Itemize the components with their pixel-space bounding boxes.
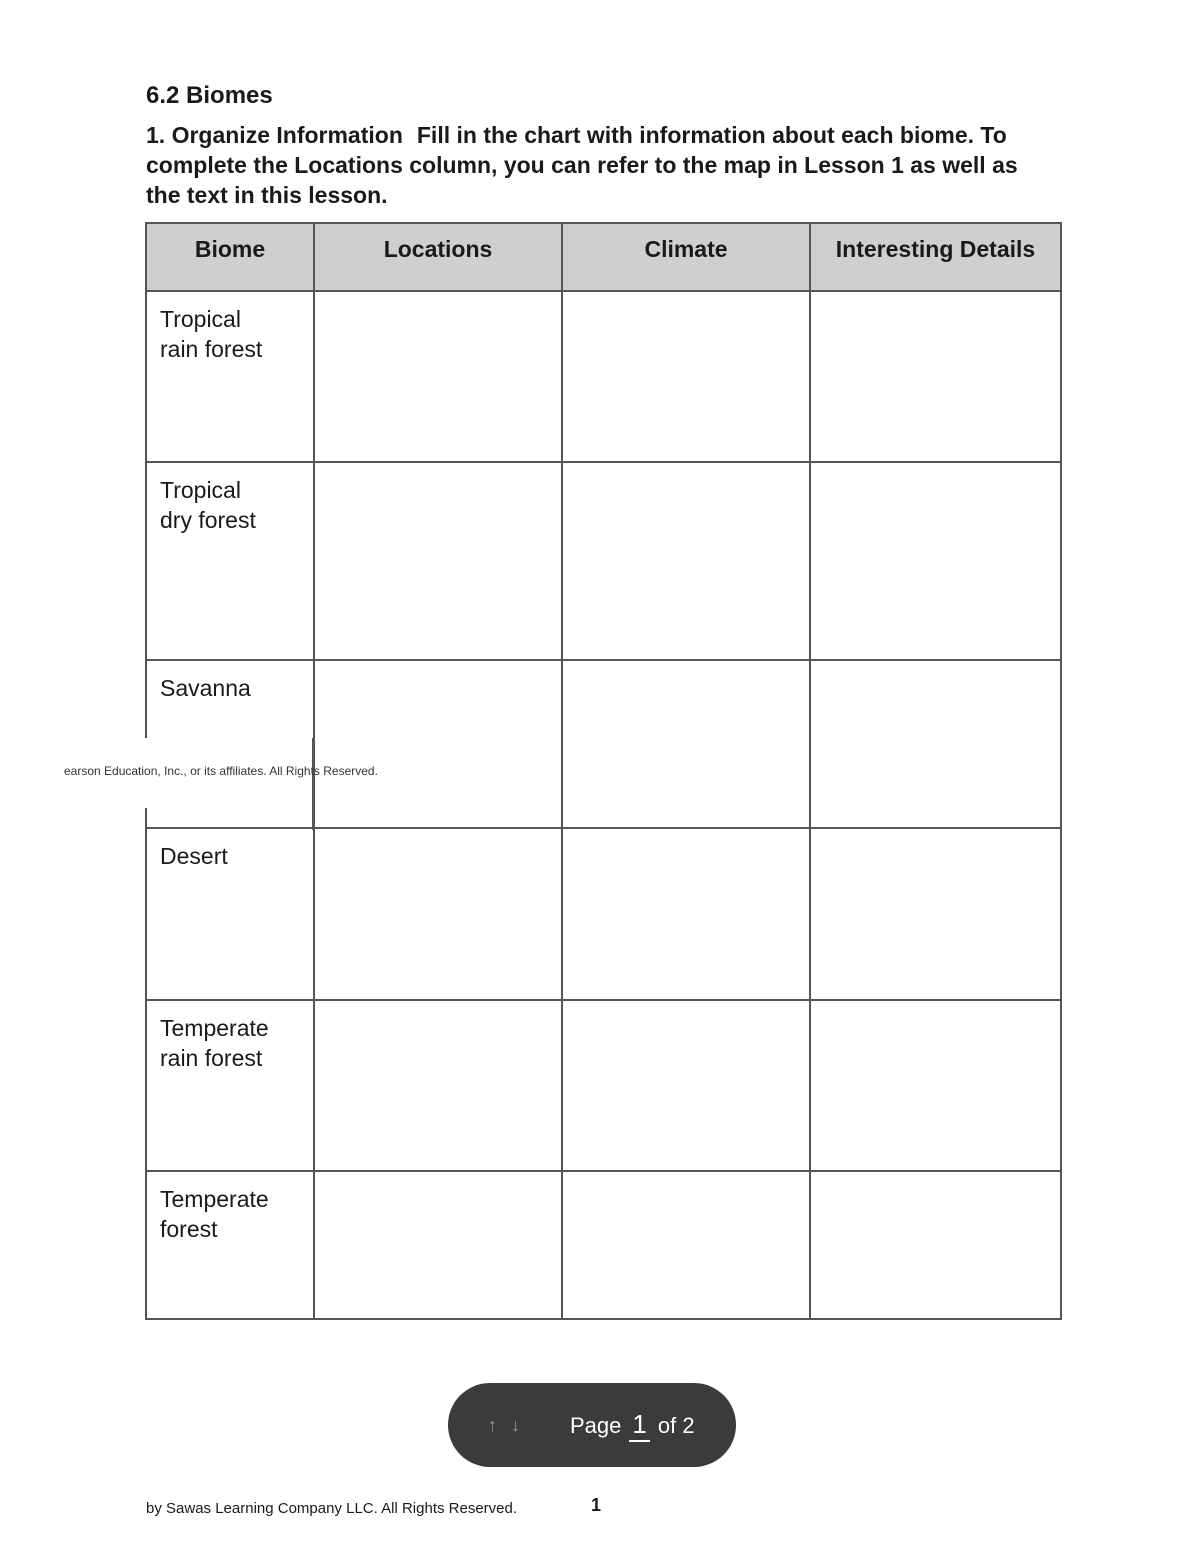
table-divider-line	[312, 738, 315, 830]
details-cell[interactable]	[810, 462, 1061, 660]
biome-name-line: Savanna	[160, 675, 251, 701]
instructions	[146, 120, 1026, 210]
biome-cell	[146, 828, 314, 1000]
climate-cell[interactable]	[562, 1000, 810, 1171]
footer-page-number: 1	[591, 1495, 602, 1515]
climate-cell[interactable]	[562, 462, 810, 660]
section-title: 6.2 Biomes	[146, 82, 273, 109]
biome-name-line: rain forest	[160, 336, 263, 362]
locations-cell[interactable]	[314, 291, 562, 462]
arrow-up-icon[interactable]: ↑	[488, 1414, 497, 1435]
biome-name-line: dry forest	[160, 507, 256, 533]
header-locations: Locations	[314, 223, 562, 291]
arrow-down-icon[interactable]: ↓	[511, 1414, 520, 1435]
biome-name-line: Tropical	[160, 477, 241, 503]
biome-name-line: Tropical	[160, 306, 241, 332]
table-row	[146, 291, 1061, 462]
biome-cell	[146, 462, 314, 660]
details-cell[interactable]	[810, 1000, 1061, 1171]
header-climate: Climate	[562, 223, 810, 291]
instructions-text: Fill in the chart with information about each biome. To complete the Locations column, you can refer to the map in Lesson 1 as well as the text in this lesson.	[146, 122, 1018, 208]
page-nav-arrows	[488, 1415, 520, 1436]
biome-name-line: forest	[160, 1216, 218, 1242]
biome-name-line: Desert	[160, 843, 228, 869]
table-row	[146, 462, 1061, 660]
climate-cell[interactable]	[562, 828, 810, 1000]
biome-cell	[146, 1000, 314, 1171]
locations-cell[interactable]	[314, 1171, 562, 1319]
biome-name-line: Temperate	[160, 1015, 269, 1041]
climate-cell[interactable]	[562, 660, 810, 828]
page-total: of 2	[657, 1412, 695, 1438]
table-row	[146, 1171, 1061, 1319]
details-cell[interactable]	[810, 828, 1061, 1000]
table-row	[146, 828, 1061, 1000]
page-indicator	[570, 1409, 695, 1442]
biome-name-line: rain forest	[160, 1045, 263, 1071]
biome-name-line: Temperate	[160, 1186, 269, 1212]
header-interesting-details: Interesting Details	[810, 223, 1061, 291]
locations-cell[interactable]	[314, 660, 562, 828]
header-biome: Biome	[146, 223, 314, 291]
climate-cell[interactable]	[562, 291, 810, 462]
page-navigator	[448, 1383, 736, 1467]
locations-cell[interactable]	[314, 828, 562, 1000]
page-word: Page	[570, 1412, 622, 1438]
details-cell[interactable]	[810, 291, 1061, 462]
biome-cell	[146, 1171, 314, 1319]
details-cell[interactable]	[810, 660, 1061, 828]
climate-cell[interactable]	[562, 1171, 810, 1319]
locations-cell[interactable]	[314, 1000, 562, 1171]
table-header-row	[146, 223, 1061, 291]
biome-cell	[146, 291, 314, 462]
footer-copyright: by Sawas Learning Company LLC. All Rights Reserved.	[146, 1500, 518, 1517]
locations-cell[interactable]	[314, 462, 562, 660]
details-cell[interactable]	[810, 1171, 1061, 1319]
table-row	[146, 1000, 1061, 1171]
overlay-copyright-text: earson Education, Inc., or its affiliates. All Rights Reserved.	[64, 764, 378, 778]
instructions-lead: 1. Organize Information	[146, 122, 403, 148]
current-page-input[interactable]: 1	[629, 1409, 649, 1442]
